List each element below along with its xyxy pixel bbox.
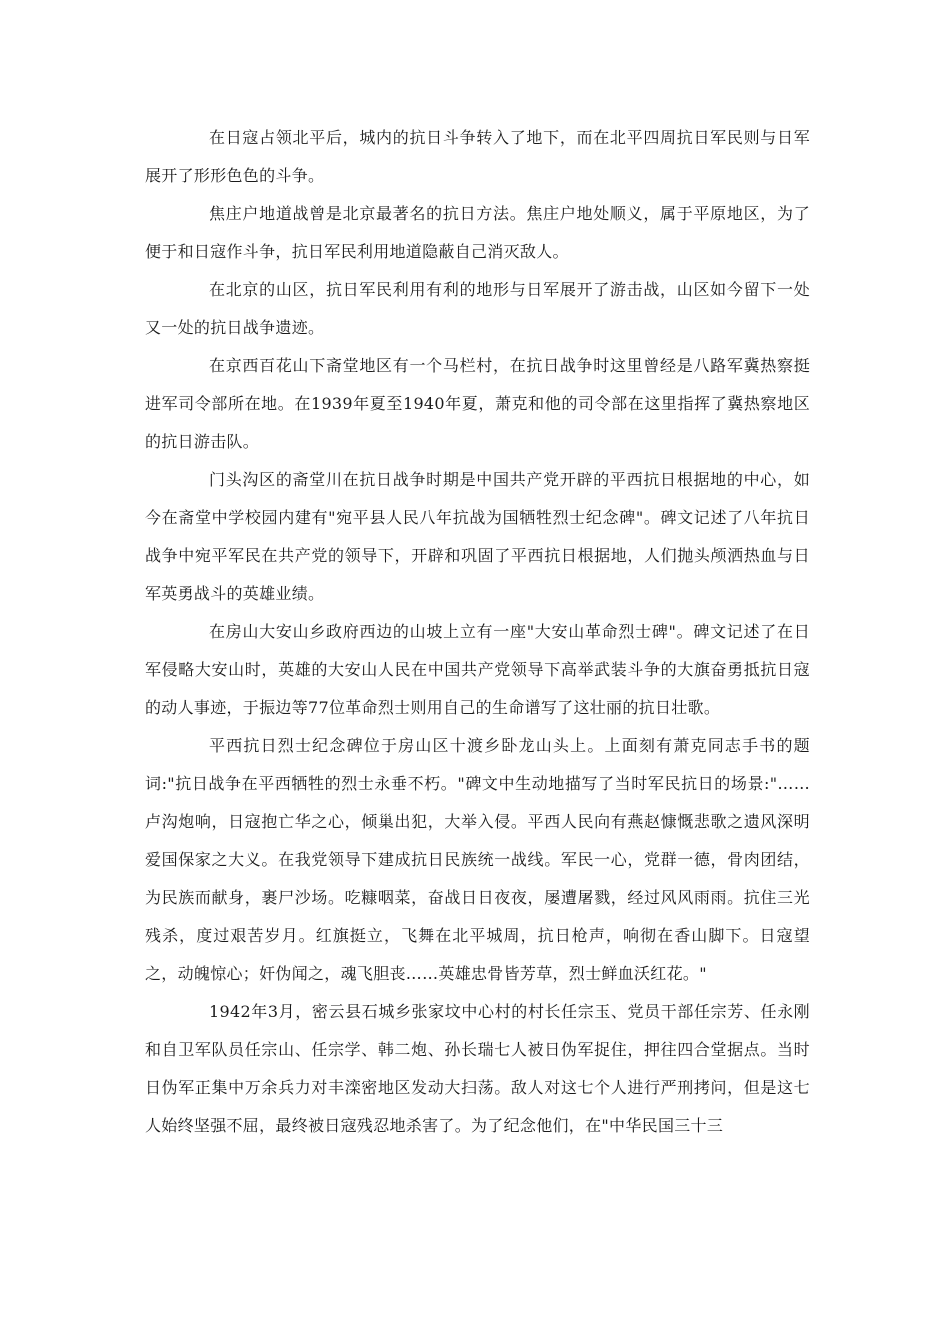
paragraph-7: 平西抗日烈士纪念碑位于房山区十渡乡卧龙山头上。上面刻有萧克同志手书的题词:"抗日战争在平西牺牲的烈士永垂不朽。"碑文中生动地描写了当时军民抗日的场景:"……卢沟炮响，日寇抱亡华之心，倾巢出犯，大举入侵。平西人民向有燕赵慷慨悲歌之遗风深明爱国保家之大义。在我党领导下建成抗日民族统一战线。军民一心，党群一德，骨肉团结，为民族而献身，裹尸沙场。吃糠咽菜，奋战日日夜夜，屡遭屠戮，经过风风雨雨。抗住三光残杀，度过艰苦岁月。红旗挺立，飞舞在北平城周，抗日枪声，响彻在香山脚下。日寇望之，动魄惊心；奸伪闻之，魂飞胆丧……英雄忠骨皆芳草，烈士鲜血沃红花。" (145, 736, 810, 983)
paragraph-6: 在房山大安山乡政府西边的山坡上立有一座"大安山革命烈士碑"。碑文记述了在日军侵略大安山时，英雄的大安山人民在中国共产党领导下高举武装斗争的大旗奋勇抵抗日寇的动人事迹，于振边等77位革命烈士则用自己的生命谱写了这壮丽的抗日壮歌。 (145, 622, 810, 717)
document-body (145, 119, 810, 1145)
paragraph-1: 在日寇占领北平后，城内的抗日斗争转入了地下，而在北平四周抗日军民则与日军展开了形形色色的斗争。 (145, 128, 810, 185)
paragraph-5: 门头沟区的斋堂川在抗日战争时期是中国共产党开辟的平西抗日根据地的中心，如今在斋堂中学校园内建有"宛平县人民八年抗战为国牺牲烈士纪念碑"。碑文记述了八年抗日战争中宛平军民在共产党的领导下，开辟和巩固了平西抗日根据地，人们抛头颅洒热血与日军英勇战斗的英雄业绩。 (145, 470, 810, 603)
paragraph-3: 在北京的山区，抗日军民利用有利的地形与日军展开了游击战，山区如今留下一处又一处的抗日战争遗迹。 (145, 280, 810, 337)
paragraph-4: 在京西百花山下斋堂地区有一个马栏村，在抗日战争时这里曾经是八路军冀热察挺进军司令部所在地。在1939年夏至1940年夏，萧克和他的司令部在这里指挥了冀热察地区的抗日游击队。 (145, 356, 810, 451)
paragraph-2: 焦庄户地道战曾是北京最著名的抗日方法。焦庄户地处顺义，属于平原地区，为了便于和日寇作斗争，抗日军民利用地道隐蔽自己消灭敌人。 (145, 204, 810, 261)
paragraph-8: 1942年3月，密云县石城乡张家坟中心村的村长任宗玉、党员干部任宗芳、任永刚和自卫军队员任宗山、任宗学、韩二炮、孙长瑞七人被日伪军捉住，押往四合堂据点。当时日伪军正集中万余兵力对丰滦密地区发动大扫荡。敌人对这七个人进行严刑拷问，但是这七人始终坚强不屈，最终被日寇残忍地杀害了。为了纪念他们，在"中华民国三十三 (145, 1002, 810, 1135)
